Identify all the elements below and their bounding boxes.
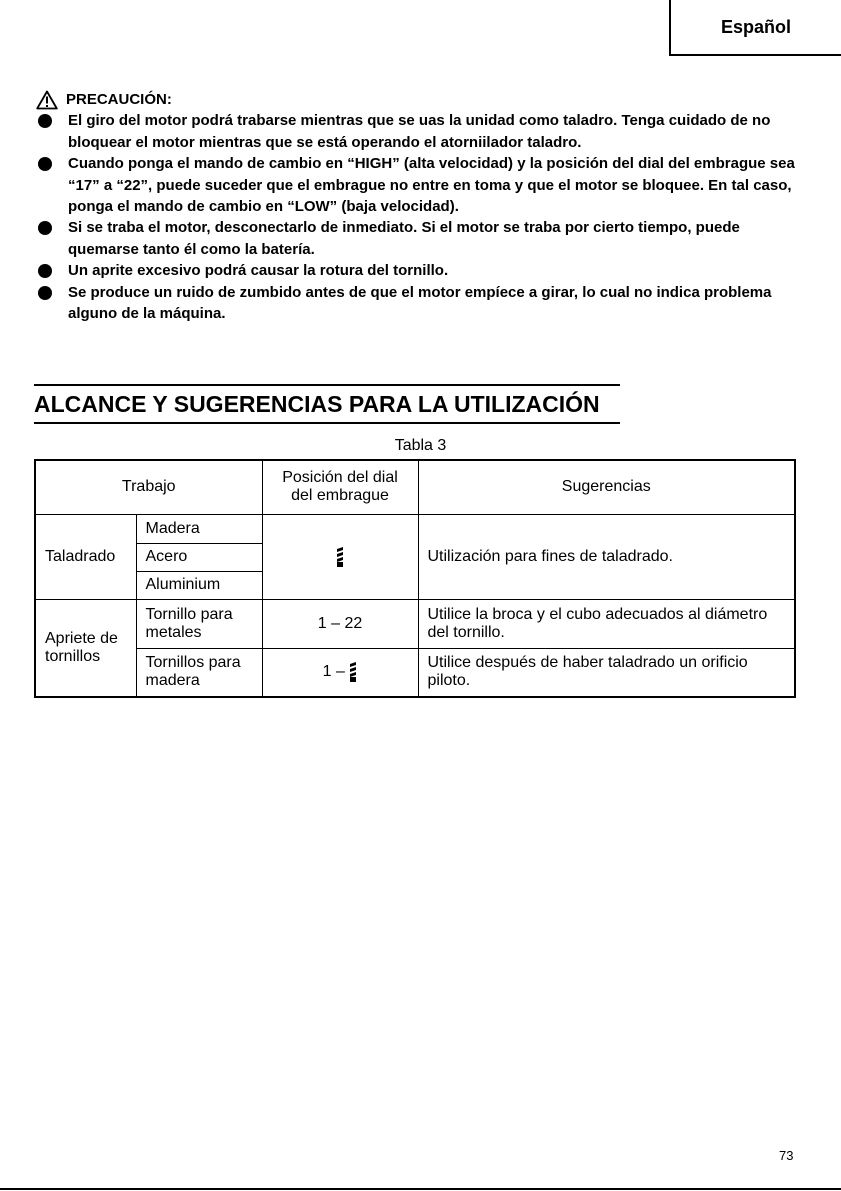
section-title — [34, 384, 620, 424]
table-row — [35, 648, 795, 697]
table-row — [35, 599, 795, 648]
caution-block — [36, 89, 806, 324]
bullet-icon — [38, 286, 52, 300]
screw-tip-cell: Utilice la broca y el cubo adecuados al diámetro del tornillo. — [418, 599, 795, 648]
caution-text: El giro del motor podrá trabarse mientras que se uas la unidad como taladro. Tenga cuidado de no bloquear el motor mientras que se está operando el atorniilador taladro. — [68, 112, 771, 151]
list-item — [36, 260, 806, 281]
caution-text: Un aprite excesivo podrá causar la rotura del tornillo. — [68, 262, 449, 280]
caution-text: Si se traba el motor, desconectarlo de inmediato. Si el motor se traba por cierto tiempo, puede quemarse tanto él como la batería. — [68, 219, 740, 258]
header-work: Trabajo — [35, 460, 262, 514]
list-item — [36, 153, 806, 217]
table-caption: Tabla 3 — [394, 437, 447, 454]
list-item — [36, 217, 806, 260]
bullet-icon — [38, 157, 52, 171]
bullet-icon — [38, 221, 52, 235]
drilling-tip: Utilización para fines de taladrado. — [418, 514, 795, 599]
usage-table — [34, 459, 796, 698]
list-item — [36, 110, 806, 153]
screwing-label: Apriete de tornillos — [35, 599, 136, 697]
caution-text: Cuando ponga el mando de cambio en “HIGH” (alta velocidad) y la posición del dial del embrague sea “17” a “22”, puede suceder que el embrague no entre en toma y que el motor se bloquee. En tal caso, ponga el mando de cambio en “LOW” (baja velocidad). — [68, 155, 795, 216]
warning-triangle-icon — [36, 90, 58, 110]
language-label: Español — [720, 16, 791, 37]
screw-tip-cell: Utilice después de haber taladrado un orificio piloto. — [418, 648, 795, 697]
table-row — [35, 514, 795, 543]
clutch-range-cell: 1 – 22 — [262, 599, 418, 648]
caution-text: Se produce un ruido de zumbido antes de que el motor empíece a girar, lo cual no indica problema alguno de la máquina. — [68, 283, 772, 323]
material-cell: Madera — [136, 514, 262, 543]
caution-list — [36, 110, 806, 324]
screw-item-cell: Tornillos para madera — [136, 648, 262, 697]
drilling-label: Taladrado — [35, 514, 136, 599]
list-item — [36, 282, 806, 325]
drill-bit-icon — [336, 547, 344, 567]
drilling-clutch-cell — [262, 514, 418, 599]
material-cell: Aluminium — [136, 571, 262, 599]
screw-item-cell: Tornillo para metales — [136, 599, 262, 648]
clutch-range-cell — [262, 648, 418, 697]
page-number: 73 — [779, 1148, 794, 1163]
section-title-text: ALCANCE Y SUGERENCIAS PARA LA UTILIZACIÓN — [34, 390, 600, 417]
material-cell: Acero — [136, 543, 262, 571]
caution-heading — [36, 89, 806, 110]
bullet-icon — [38, 264, 52, 278]
clutch-prefix: 1 – — [322, 663, 345, 681]
header-clutch: Posición del dial del embrague — [262, 460, 418, 514]
header-tips: Sugerencias — [418, 460, 795, 514]
caution-title: PRECAUCIÓN: — [66, 91, 172, 108]
drill-bit-icon — [349, 662, 357, 682]
table-header-row — [35, 460, 795, 514]
language-tab — [669, 0, 841, 56]
bullet-icon — [38, 114, 52, 128]
bottom-rule — [0, 1188, 841, 1190]
